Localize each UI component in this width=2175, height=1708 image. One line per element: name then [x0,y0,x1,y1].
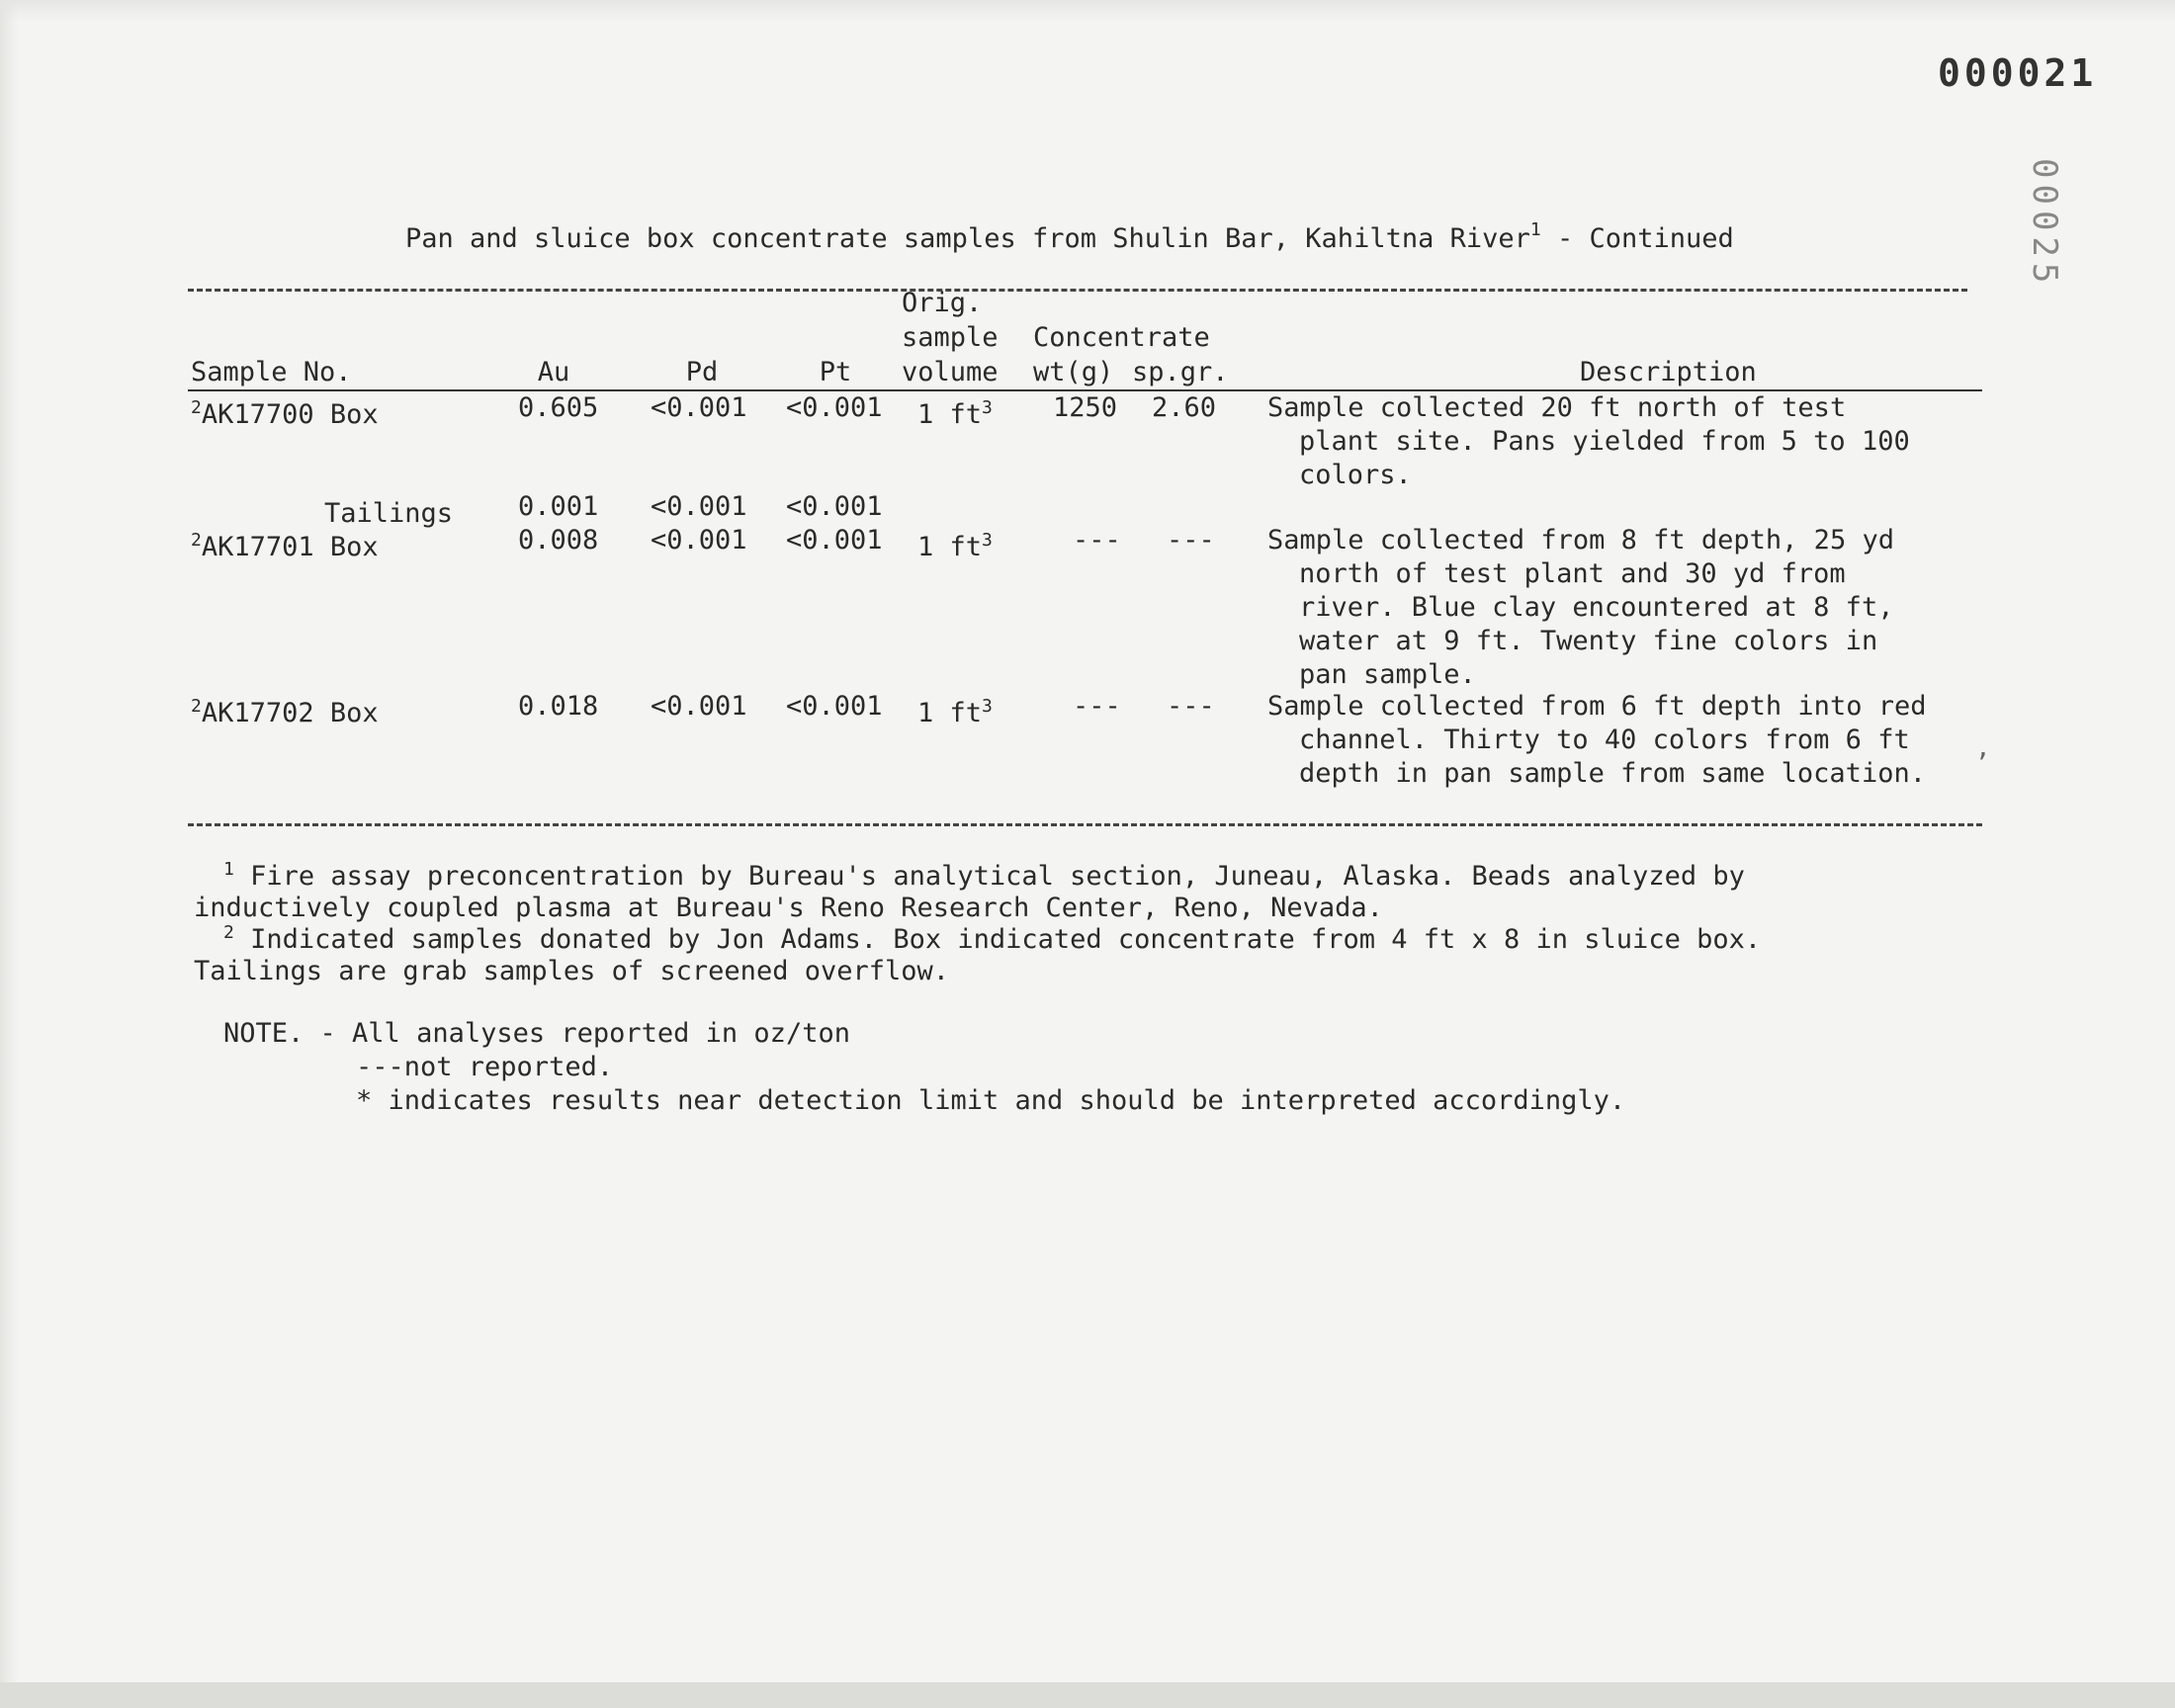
pd-cell: <0.001 [651,392,747,423]
sample-cell [191,690,379,730]
description-line: Sample collected 20 ft north of test [1267,392,1847,423]
title-footnote-ref: 1 [1529,219,1541,240]
footnote-line [194,917,1761,956]
description-line: north of test plant and 30 yd from [1299,558,1846,589]
description-cell [1267,391,1910,492]
volume-cell [917,524,993,564]
sample-id: AK17701 Box [201,532,379,562]
description-cell [1267,690,1926,791]
header-orig-line1: Orig. [902,288,983,318]
table-title [405,219,1734,254]
description-line: Sample collected from 6 ft depth into red [1267,691,1927,722]
volume-cell [917,690,993,730]
header-au: Au [537,357,570,387]
wt-cell: 1250 [1053,392,1118,423]
note-line-2: ---not reported. [356,1052,614,1082]
header-orig-line2: sample [902,322,999,353]
table-title-text: Pan and sluice box concentrate samples from Shulin Bar, Kahiltna River [405,223,1530,254]
pt-cell: <0.001 [786,525,883,555]
description-line: pan sample. [1299,659,1476,690]
header-orig-line3: volume [902,357,999,387]
stray-mark: , [1975,733,1991,763]
spgr-cell: 2.60 [1152,392,1217,423]
description-cell [1267,524,1894,692]
volume-exponent: 3 [982,397,993,418]
header-wt: wt(g) [1033,357,1114,387]
footnote-2 [194,917,1761,987]
description-line: colors. [1299,460,1412,490]
spgr-cell: --- [1167,691,1215,722]
top-rule [188,289,1967,292]
au-cell: 0.018 [518,691,599,722]
wt-cell: --- [1073,525,1121,555]
spgr-cell: --- [1167,525,1215,555]
sample-ref: 2 [191,696,202,717]
header-description: Description [1580,357,1757,387]
header-sample-no: Sample No. [191,357,352,387]
sample-ref: 2 [191,530,202,551]
footnote-text: Fire assay preconcentration by Bureau's analytical section, Juneau, Alaska. Beads analyzed by [233,861,1745,892]
sample-id: AK17700 Box [201,399,379,430]
sample-cell [191,524,379,564]
header-spgr: sp.gr. [1132,357,1229,387]
sample-ref: 2 [191,397,202,418]
page-stamp-rotated: 00025 [2025,158,2064,290]
table-title-suffix: - Continued [1540,223,1734,254]
pd-cell: <0.001 [651,525,747,555]
au-cell: 0.001 [518,491,599,522]
header-pd: Pd [685,357,719,387]
description-line: water at 9 ft. Twenty fine colors in [1299,626,1878,656]
volume-exponent: 3 [982,530,993,551]
pd-cell: <0.001 [651,691,747,722]
volume-exponent: 3 [982,696,993,717]
description-line: Sample collected from 8 ft depth, 25 yd [1267,525,1894,555]
header-concentrate: Concentrate [1033,322,1210,353]
au-cell: 0.605 [518,392,599,423]
pt-cell: <0.001 [786,491,883,522]
scan-edge-top [0,0,2175,22]
volume-value: 1 ft [917,698,983,728]
description-line: channel. Thirty to 40 colors from 6 ft [1299,725,1910,755]
header-pt: Pt [819,357,852,387]
note-line-1: NOTE. - All analyses reported in oz/ton [223,1018,850,1049]
footnote-ref: 2 [223,922,234,943]
footnote-ref: 1 [223,859,234,880]
au-cell: 0.008 [518,525,599,555]
footnote-line: Tailings are grab samples of screened overflow. [194,956,950,986]
pt-cell: <0.001 [786,392,883,423]
description-line: depth in pan sample from same location. [1299,758,1926,789]
wt-cell: --- [1073,691,1121,722]
pd-cell: <0.001 [651,491,747,522]
footnote-line: inductively coupled plasma at Bureau's Reno Research Center, Reno, Nevada. [194,893,1383,923]
volume-value: 1 ft [917,399,983,430]
footnote-text: Indicated samples donated by Jon Adams. Box indicated concentrate from 4 ft x 8 in sluice box. [233,924,1762,955]
sample-id: AK17702 Box [201,698,379,728]
description-line: river. Blue clay encountered at 8 ft, [1299,592,1894,623]
footnote-1 [194,854,1745,924]
volume-value: 1 ft [917,532,983,562]
pt-cell: <0.001 [786,691,883,722]
sample-id: Tailings [324,498,454,529]
page-stamp: 000021 [1938,51,2098,95]
sample-cell [191,391,379,432]
footnote-line [194,854,1745,893]
note-line-3: * indicates results near detection limit and should be interpreted accordingly. [356,1085,1626,1116]
description-line: plant site. Pans yielded from 5 to 100 [1299,426,1910,457]
volume-cell [917,391,993,432]
bottom-rule [188,823,1982,826]
scan-edge-left [0,0,18,1708]
scan-bottom-band [0,1682,2175,1708]
